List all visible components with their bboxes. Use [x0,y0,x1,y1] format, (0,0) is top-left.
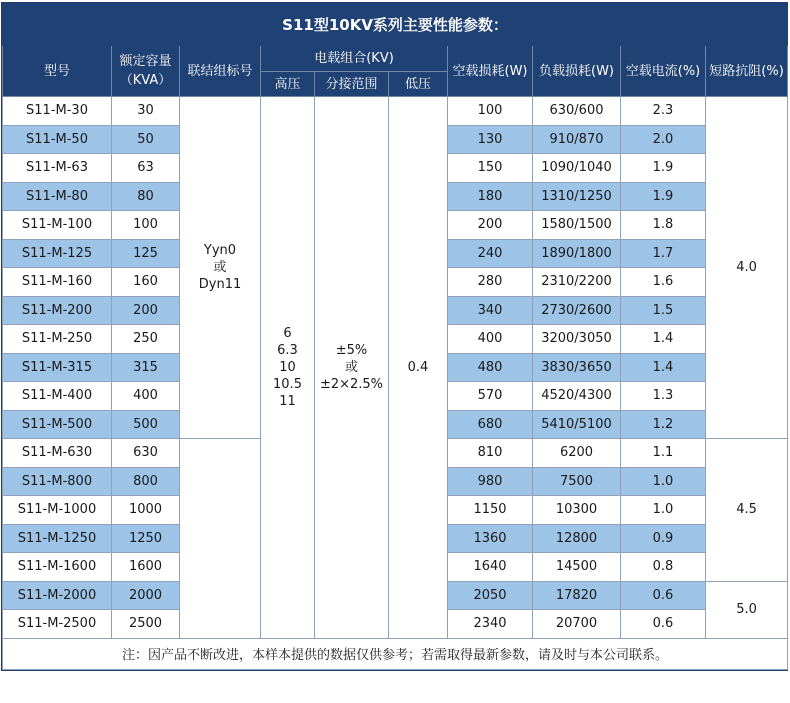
cell-no-load-current: 0.6 [621,610,706,639]
cell-capacity: 80 [112,182,180,211]
cell-capacity: 100 [112,211,180,240]
cell-no-load-loss: 2340 [448,610,533,639]
cell-no-load-loss: 1150 [448,496,533,525]
cell-no-load-current: 1.5 [621,296,706,325]
connection-line: Yyn0 [203,243,237,258]
cell-load-loss: 20700 [533,610,621,639]
cell-capacity: 2000 [112,581,180,610]
header-model: 型号 [3,46,112,97]
cell-model: S11-M-50 [3,125,112,154]
cell-capacity: 800 [112,467,180,496]
cell-load-loss: 4520/4300 [533,382,621,411]
cell-no-load-loss: 180 [448,182,533,211]
spec-table-frame [1,2,788,671]
cell-no-load-current: 0.6 [621,581,706,610]
cell-no-load-loss: 130 [448,125,533,154]
cell-no-load-loss: 280 [448,268,533,297]
header-low-voltage: 低压 [389,72,448,97]
cell-no-load-current: 1.9 [621,154,706,183]
header-impedance: 短路抗阻(%) [706,46,788,97]
cell-model: S11-M-100 [3,211,112,240]
cell-model: S11-M-630 [3,439,112,468]
cell-model: S11-M-125 [3,239,112,268]
cell-capacity: 63 [112,154,180,183]
hv-line: 10.5 [273,376,302,392]
cell-impedance-c: 5.0 [706,581,788,638]
cell-model: S11-M-2000 [3,581,112,610]
footnote: 注：因产品不断改进，本样本提供的数据仅供参考；若需取得最新参数，请及时与本公司联系。 [3,638,788,669]
cell-model: S11-M-2500 [3,610,112,639]
header-no-load-current: 空载电流(%) [621,46,706,97]
cell-no-load-loss: 680 [448,410,533,439]
cell-capacity: 630 [112,439,180,468]
connection-line: Dyn11 [198,277,242,292]
cell-no-load-current: 0.9 [621,524,706,553]
cell-no-load-current: 1.0 [621,467,706,496]
cell-capacity: 200 [112,296,180,325]
cell-no-load-loss: 150 [448,154,533,183]
table-row [3,97,788,126]
cell-no-load-current: 2.3 [621,97,706,126]
cell-model: S11-M-30 [3,97,112,126]
cell-tap-range [315,97,389,639]
tap-line: ±5% [335,342,368,358]
table-title: S11型10KV系列主要性能参数： [3,4,788,46]
cell-no-load-current: 1.6 [621,268,706,297]
cell-no-load-loss: 1640 [448,553,533,582]
cell-load-loss: 10300 [533,496,621,525]
hv-line: 10 [279,359,296,375]
cell-no-load-loss: 200 [448,211,533,240]
cell-capacity: 50 [112,125,180,154]
cell-no-load-current: 0.8 [621,553,706,582]
cell-load-loss: 17820 [533,581,621,610]
cell-capacity: 400 [112,382,180,411]
cell-model: S11-M-200 [3,296,112,325]
cell-no-load-loss: 480 [448,353,533,382]
cell-load-loss: 1580/1500 [533,211,621,240]
cell-no-load-current: 1.0 [621,496,706,525]
cell-no-load-loss: 340 [448,296,533,325]
cell-impedance-b: 4.5 [706,439,788,582]
cell-no-load-loss: 400 [448,325,533,354]
cell-connection-blank [180,439,261,639]
hv-line: 6 [283,325,292,341]
cell-capacity: 160 [112,268,180,297]
cell-no-load-current: 1.3 [621,382,706,411]
cell-no-load-current: 2.0 [621,125,706,154]
header-capacity-line2: （KVA） [119,73,172,88]
cell-capacity: 1000 [112,496,180,525]
cell-load-loss: 1090/1040 [533,154,621,183]
cell-no-load-current: 1.1 [621,439,706,468]
cell-capacity: 315 [112,353,180,382]
cell-low-voltage: 0.4 [389,97,448,639]
hv-line: 11 [279,393,296,409]
spec-table [2,3,788,670]
hv-line: 6.3 [277,342,298,358]
header-high-voltage: 高压 [261,72,315,97]
tap-line: 或 [344,359,358,375]
cell-capacity: 2500 [112,610,180,639]
header-load-loss: 负载损耗(W) [533,46,621,97]
cell-no-load-current: 1.4 [621,353,706,382]
cell-capacity: 500 [112,410,180,439]
cell-model: S11-M-1250 [3,524,112,553]
cell-capacity: 30 [112,97,180,126]
cell-load-loss: 630/600 [533,97,621,126]
cell-model: S11-M-250 [3,325,112,354]
cell-load-loss: 6200 [533,439,621,468]
cell-load-loss: 2310/2200 [533,268,621,297]
cell-impedance-a: 4.0 [706,97,788,439]
cell-load-loss: 12800 [533,524,621,553]
cell-load-loss: 14500 [533,553,621,582]
tap-line: ±2×2.5% [319,376,384,392]
cell-capacity: 125 [112,239,180,268]
cell-no-load-current: 1.7 [621,239,706,268]
cell-model: S11-M-500 [3,410,112,439]
cell-load-loss: 910/870 [533,125,621,154]
cell-model: S11-M-63 [3,154,112,183]
cell-model: S11-M-80 [3,182,112,211]
header-no-load-loss: 空载损耗(W) [448,46,533,97]
header-connection: 联结组标号 [180,46,261,97]
cell-model: S11-M-315 [3,353,112,382]
cell-load-loss: 1310/1250 [533,182,621,211]
cell-no-load-loss: 1360 [448,524,533,553]
cell-no-load-loss: 810 [448,439,533,468]
cell-load-loss: 2730/2600 [533,296,621,325]
cell-no-load-current: 1.2 [621,410,706,439]
cell-capacity: 1600 [112,553,180,582]
cell-model: S11-M-1000 [3,496,112,525]
cell-connection-group [180,97,261,439]
cell-capacity: 250 [112,325,180,354]
cell-no-load-loss: 980 [448,467,533,496]
header-tap-range: 分接范围 [315,72,389,97]
cell-no-load-current: 1.4 [621,325,706,354]
connection-line: 或 [213,260,227,275]
cell-load-loss: 3830/3650 [533,353,621,382]
cell-no-load-loss: 240 [448,239,533,268]
cell-capacity: 1250 [112,524,180,553]
cell-model: S11-M-160 [3,268,112,297]
cell-model: S11-M-400 [3,382,112,411]
cell-load-loss: 3200/3050 [533,325,621,354]
cell-load-loss: 5410/5100 [533,410,621,439]
header-voltage-group: 电载组合(KV) [261,46,448,72]
cell-model: S11-M-800 [3,467,112,496]
cell-no-load-current: 1.9 [621,182,706,211]
cell-high-voltage [261,97,315,639]
cell-no-load-loss: 2050 [448,581,533,610]
header-capacity-line1: 额定容量 [119,54,172,69]
cell-load-loss: 7500 [533,467,621,496]
cell-no-load-current: 1.8 [621,211,706,240]
cell-load-loss: 1890/1800 [533,239,621,268]
cell-model: S11-M-1600 [3,553,112,582]
header-capacity [112,46,180,97]
cell-no-load-loss: 570 [448,382,533,411]
cell-no-load-loss: 100 [448,97,533,126]
